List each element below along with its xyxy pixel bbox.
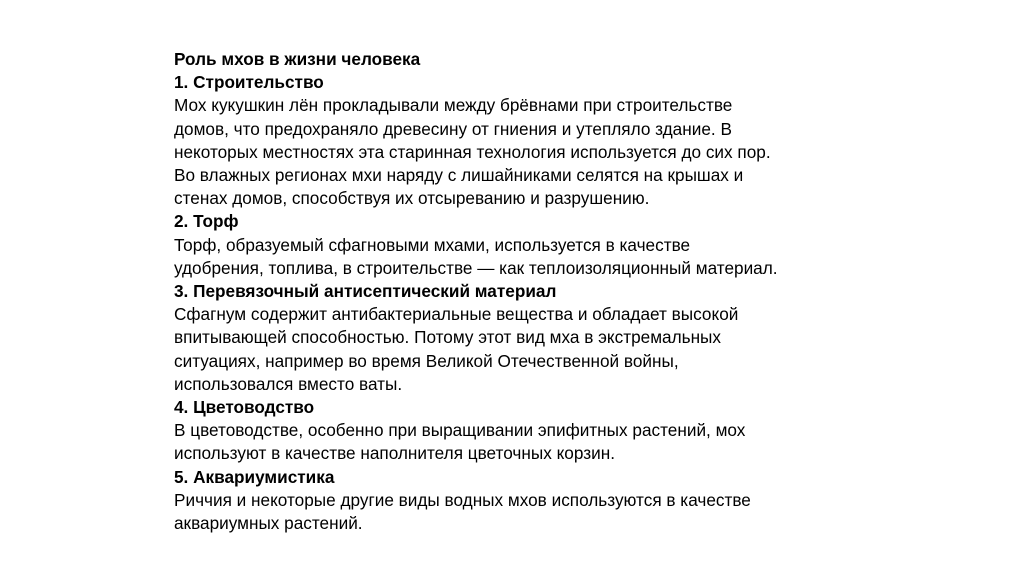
paragraph-line: Во влажных регионах мхи наряду с лишайниками селятся на крышах и xyxy=(174,165,744,186)
paragraph-line: используют в качестве наполнителя цветочных корзин. xyxy=(174,443,615,464)
section-aquaristics xyxy=(174,466,874,536)
paragraph-line: использовался вместо ваты. xyxy=(174,373,403,394)
section-heading: 5. Аквариумистика xyxy=(174,466,335,487)
paragraph-line: Риччия и некоторые другие виды водных мхов используются в качестве xyxy=(174,489,751,510)
paragraph-line: Мох кукушкин лён прокладывали между брёвнами при строительстве xyxy=(174,95,733,116)
section-heading: 1. Строительство xyxy=(174,72,324,93)
section-heading: 4. Цветоводство xyxy=(174,397,315,418)
section-construction xyxy=(174,71,874,210)
section-floriculture xyxy=(174,396,874,466)
section-antiseptic xyxy=(174,280,874,396)
section-heading: 3. Перевязочный антисептический материал xyxy=(174,281,557,302)
paragraph-line: домов, что предохраняло древесину от гниения и утепляло здание. В xyxy=(174,118,732,139)
section-heading: 2. Торф xyxy=(174,211,239,232)
paragraph-line: аквариумных растений. xyxy=(174,513,363,534)
paragraph-line: удобрения, топлива, в строительстве — как теплоизоляционный материал. xyxy=(174,257,778,278)
paragraph-line: Торф, образуемый сфагновыми мхами, используется в качестве xyxy=(174,234,691,255)
paragraph-line: ситуациях, например во время Великой Отечественной войны, xyxy=(174,350,679,371)
paragraph-line: некоторых местностях эта старинная технология используется до сих пор. xyxy=(174,141,771,162)
paragraph-line: впитывающей способностью. Потому этот вид мха в экстремальных xyxy=(174,327,722,348)
document-title: Роль мхов в жизни человека xyxy=(174,49,421,69)
paragraph-line: стенах домов, способствуя их отсыреванию и разрушению. xyxy=(174,188,650,209)
document-body xyxy=(174,48,874,535)
paragraph-line: В цветоводстве, особенно при выращивании эпифитных растений, мох xyxy=(174,420,746,441)
paragraph-line: Сфагнум содержит антибактериальные вещества и обладает высокой xyxy=(174,304,739,325)
section-peat xyxy=(174,210,874,280)
